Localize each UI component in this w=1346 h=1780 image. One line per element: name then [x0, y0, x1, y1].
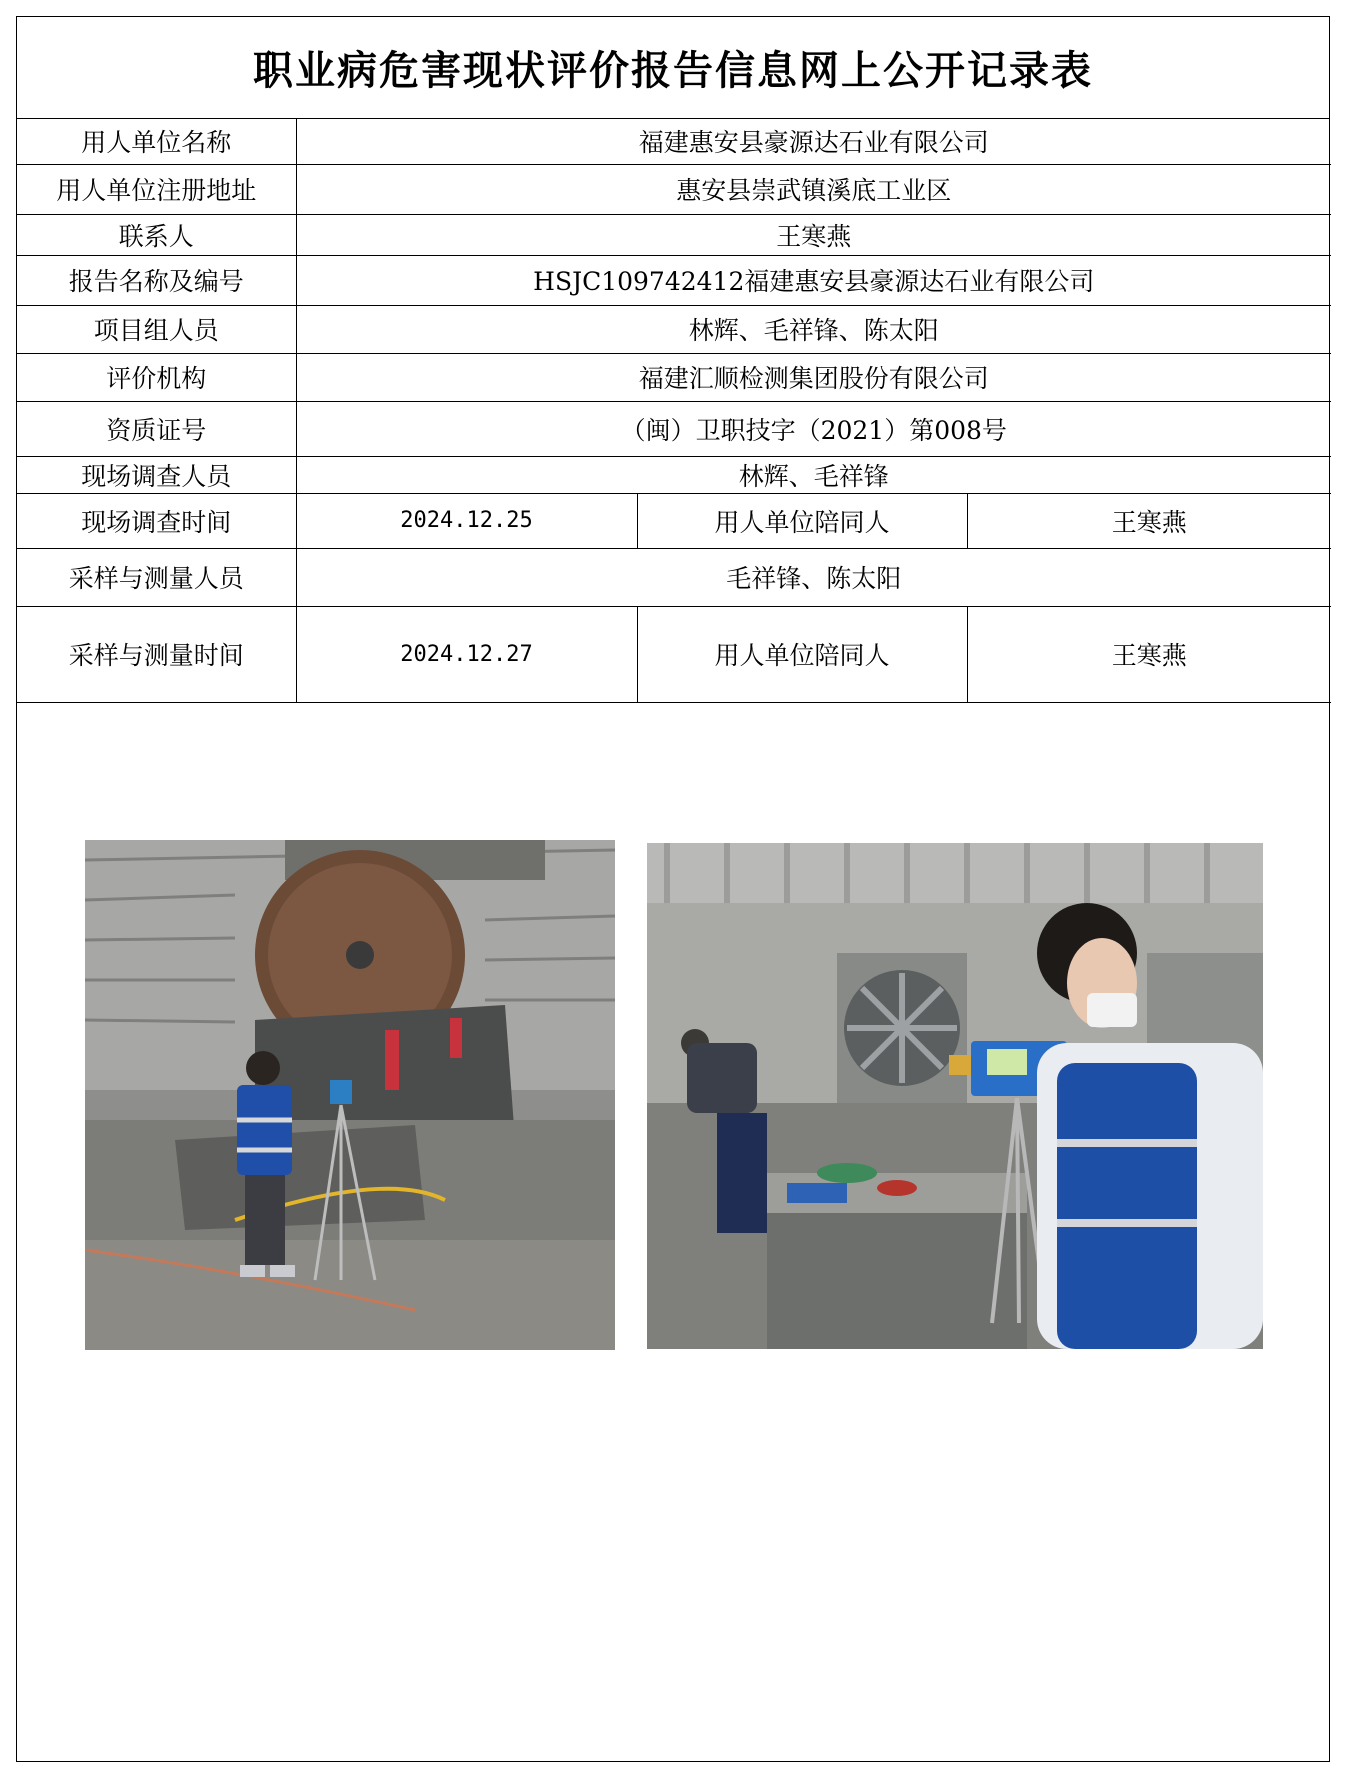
label-survey-accompany: 用人单位陪同人 [637, 493, 967, 548]
photo-grinding-image [647, 843, 1263, 1349]
table-row [17, 401, 1331, 456]
label-employer-address: 用人单位注册地址 [17, 164, 296, 214]
value-report: HSJC109742412福建惠安县豪源达石业有限公司 [296, 255, 1331, 305]
label-survey-time: 现场调查时间 [17, 493, 296, 548]
info-table [17, 119, 1331, 703]
table-row [17, 353, 1331, 401]
table-row [17, 164, 1331, 214]
table-row [17, 255, 1331, 305]
value-sampling-accompany: 王寒燕 [967, 606, 1331, 702]
value-employer-address: 惠安县崇武镇溪底工业区 [296, 164, 1331, 214]
label-cert: 资质证号 [17, 401, 296, 456]
site-photo-grinding [647, 843, 1263, 1349]
record-form [16, 16, 1330, 1762]
label-sampling-staff: 采样与测量人员 [17, 548, 296, 606]
value-cert: （闽）卫职技字（2021）第008号 [296, 401, 1331, 456]
label-survey-staff: 现场调查人员 [17, 456, 296, 493]
label-sampling-time: 采样与测量时间 [17, 606, 296, 702]
value-survey-accompany: 王寒燕 [967, 493, 1331, 548]
table-row [17, 214, 1331, 255]
photo-saw-image [85, 840, 615, 1350]
label-contact: 联系人 [17, 214, 296, 255]
label-agency: 评价机构 [17, 353, 296, 401]
table-row [17, 493, 1331, 548]
value-employer-name: 福建惠安县豪源达石业有限公司 [296, 119, 1331, 164]
label-report: 报告名称及编号 [17, 255, 296, 305]
table-row [17, 456, 1331, 493]
value-agency: 福建汇顺检测集团股份有限公司 [296, 353, 1331, 401]
value-survey-staff: 林辉、毛祥锋 [296, 456, 1331, 493]
site-photo-saw [85, 840, 615, 1350]
label-sampling-accompany: 用人单位陪同人 [637, 606, 967, 702]
value-contact: 王寒燕 [296, 214, 1331, 255]
value-sampling-staff: 毛祥锋、陈太阳 [296, 548, 1331, 606]
table-row [17, 548, 1331, 606]
label-employer-name: 用人单位名称 [17, 119, 296, 164]
table-row [17, 119, 1331, 164]
value-survey-time: 2024.12.25 [296, 493, 637, 548]
form-title: 职业病危害现状评价报告信息网上公开记录表 [17, 17, 1329, 119]
table-row [17, 305, 1331, 353]
value-team: 林辉、毛祥锋、陈太阳 [296, 305, 1331, 353]
value-sampling-time: 2024.12.27 [296, 606, 637, 702]
label-team: 项目组人员 [17, 305, 296, 353]
table-row [17, 606, 1331, 702]
